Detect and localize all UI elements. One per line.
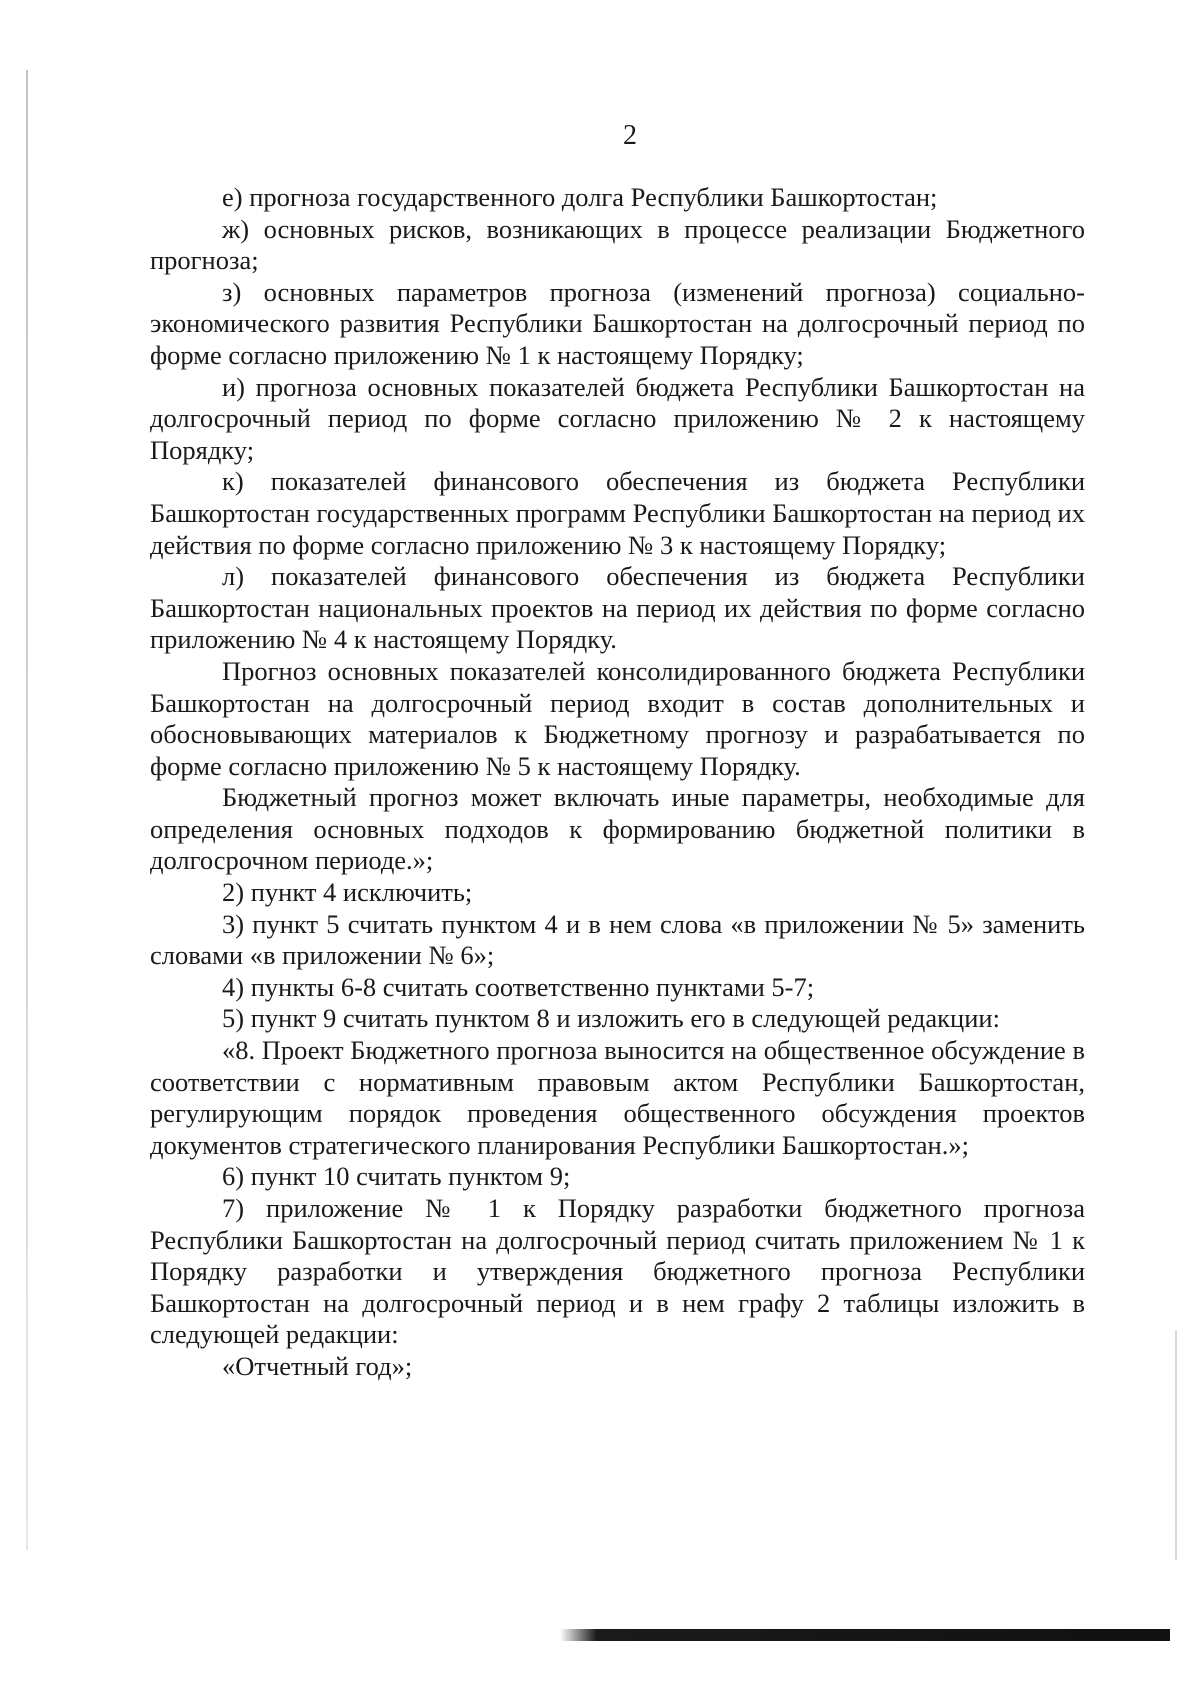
scan-edge-left <box>26 70 28 1550</box>
paragraph-item-2: 2) пункт 4 исключить; <box>222 877 473 908</box>
paragraph-item-5: 5) пункт 9 считать пунктом 8 и изложить его в следующей редакции: <box>222 1003 1000 1034</box>
paragraph-i: и) прогноза основных показателей бюджета Республики Башкортостан на долгосрочный период по форме согласно приложению № 2 к настоящему Порядку; <box>150 371 1085 465</box>
scan-bottom-bar <box>560 1629 1170 1641</box>
paragraph-k: к) показателей финансового обеспечения из бюджета Республики Башкортостан государственных программ Республики Башкортостан на период их действия по форме согласно приложению № 3 к настоящему Порядку; <box>150 466 1085 560</box>
paragraph-item-4: 4) пункты 6-8 считать соответственно пунктами 5-7; <box>222 971 815 1002</box>
paragraph-item-7: 7) приложение № 1 к Порядку разработки бюджетного прогноза Республики Башкортостан на долгосрочный период считать приложением № 1 к Порядку разработки и утверждения бюджетного прогноза Республики Башкортостан на долгосрочный период и в нем графу 2 таблицы изложить в следующей редакции: <box>150 1193 1085 1350</box>
paragraph-z: з) основных параметров прогноза (изменений прогноза) социально-экономического развития Республики Башкортостан на долгосрочный период по форме согласно приложению № 1 к настоящему Порядку; <box>150 276 1085 370</box>
paragraph-zh: ж) основных рисков, возникающих в процессе реализации Бюджетного прогноза; <box>150 213 1085 276</box>
paragraph-reporting-year: «Отчетный год»; <box>222 1350 413 1381</box>
document-body <box>150 182 1085 1383</box>
paragraph-point-8-text: «8. Проект Бюджетного прогноза выносится на общественное обсуждение в соответствии с нормативным правовым актом Республики Башкортостан, регулирующим порядок проведения общественного обсуждения проектов документов стратегического планирования Республики Башкортостан.»; <box>150 1035 1085 1160</box>
paragraph-l: л) показателей финансового обеспечения из бюджета Республики Башкортостан национальных проектов на период их действия по форме согласно приложению № 4 к настоящему Порядку. <box>150 561 1085 655</box>
paragraph-item-3: 3) пункт 5 считать пунктом 4 и в нем слова «в приложении № 5» заменить словами «в приложении № 6»; <box>150 908 1085 971</box>
paragraph-item-6: 6) пункт 10 считать пунктом 9; <box>222 1161 571 1192</box>
paragraph-e: е) прогноза государственного долга Республики Башкортостан; <box>222 182 938 212</box>
page-number: 2 <box>623 120 637 151</box>
scan-edge-right <box>1175 1330 1177 1560</box>
paragraph-other-parameters: Бюджетный прогноз может включать иные параметры, необходимые для определения основных подходов к формированию бюджетной политики в долгосрочном периоде.»; <box>150 782 1085 876</box>
paragraph-consolidated-forecast: Прогноз основных показателей консолидированного бюджета Республики Башкортостан на долгосрочный период входит в состав дополнительных и обосновывающих материалов к Бюджетному прогнозу и разрабатывается по форме согласно приложению № 5 к настоящему Порядку. <box>150 655 1085 781</box>
